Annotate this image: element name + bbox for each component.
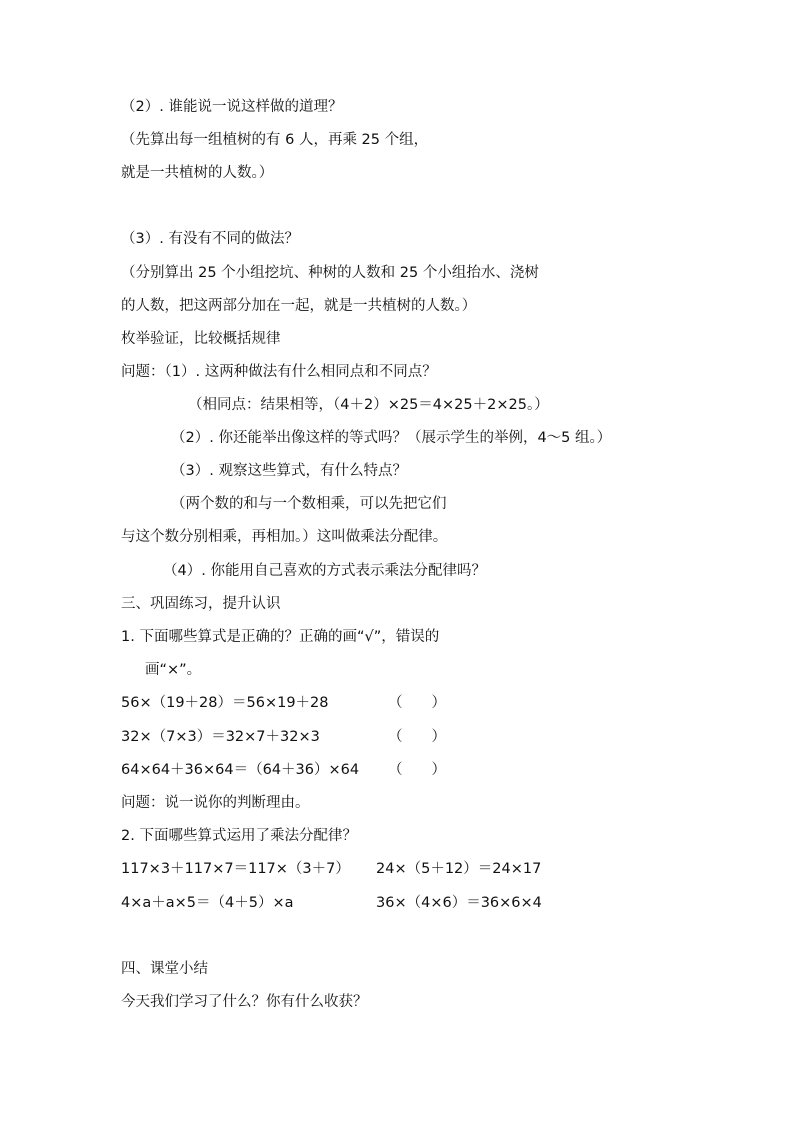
question-3-answer-line-2: 的人数，把这两部分加在一起，就是一共植树的人数。） [121, 298, 477, 314]
problem-4: （4）. 你能用自己喜欢的方式表示乘法分配律吗？ [163, 563, 486, 579]
problem-1: 问题：（1）. 这两种做法有什么相同点和不同点？ [121, 364, 437, 380]
exercise-2-row-2-left: 4×a＋a×5＝（4＋5）×a [121, 895, 294, 911]
question-2-answer-line-1: （先算出每一组植树的有 6 人，再乘 25 个组， [121, 132, 429, 148]
problem-2: （2）. 你还能举出像这样的等式吗？（展示学生的举例，4～5 组。） [171, 430, 612, 446]
exercise-2-row-2-right: 36×（4×6）＝36×6×4 [376, 895, 542, 911]
problem-3: （3）. 观察这些算式，有什么特点？ [171, 463, 407, 479]
exercise-1-item-3-expr: 64×64＋36×64＝（64＋36）×64 [121, 762, 360, 778]
question-2: （2）. 谁能说一说这样做的道理？ [121, 99, 343, 115]
exercise-2-row-1-right: 24×（5＋12）＝24×17 [376, 861, 542, 877]
exercise-2-row-1-left: 117×3＋117×7＝117×（3＋7） [121, 861, 350, 877]
problem-3-answer-line-1: （两个数的和与一个数相乘，可以先把它们 [171, 496, 447, 512]
verify-heading: 枚举验证，比较概括规律 [121, 331, 281, 347]
problem-1-answer: （相同点：结果相等，（4＋2）×25＝4×25＋2×25。） [188, 397, 549, 413]
exercise-1-item-2-answer-bracket[interactable]: （ ） [388, 729, 446, 745]
problem-3-answer-line-2: 与这个数分别相乘，再相加。）这叫做乘法分配律。 [121, 529, 448, 545]
exercise-1-line-2: 画“×”。 [145, 662, 202, 678]
exercise-1-item-1-expr: 56×（19＋28）＝56×19＋28 [121, 695, 329, 711]
section-3-heading: 三、巩固练习，提升认识 [121, 596, 281, 612]
question-3-answer-line-1: （分别算出 25 个小组挖坑、种树的人数和 25 个小组抬水、浇树 [121, 265, 539, 281]
question-2-answer-line-2: 就是一共植树的人数。） [121, 165, 274, 181]
exercise-1-item-2-expr: 32×（7×3）＝32×7＋32×3 [121, 729, 320, 745]
exercise-1-question: 问题：说一说你的判断理由。 [121, 795, 310, 811]
section-4-heading: 四、课堂小结 [121, 961, 208, 977]
exercise-1-item-1-answer-bracket[interactable]: （ ） [388, 695, 446, 711]
section-4-question: 今天我们学习了什么？你有什么收获？ [121, 994, 368, 1010]
exercise-2-line-1: 2. 下面哪些算式运用了乘法分配律？ [121, 828, 357, 844]
question-3: （3）. 有没有不同的做法？ [121, 231, 299, 247]
exercise-1-item-3-answer-bracket[interactable]: （ ） [388, 762, 446, 778]
exercise-1-line-1: 1. 下面哪些算式是正确的？正确的画“√”，错误的 [121, 629, 440, 645]
